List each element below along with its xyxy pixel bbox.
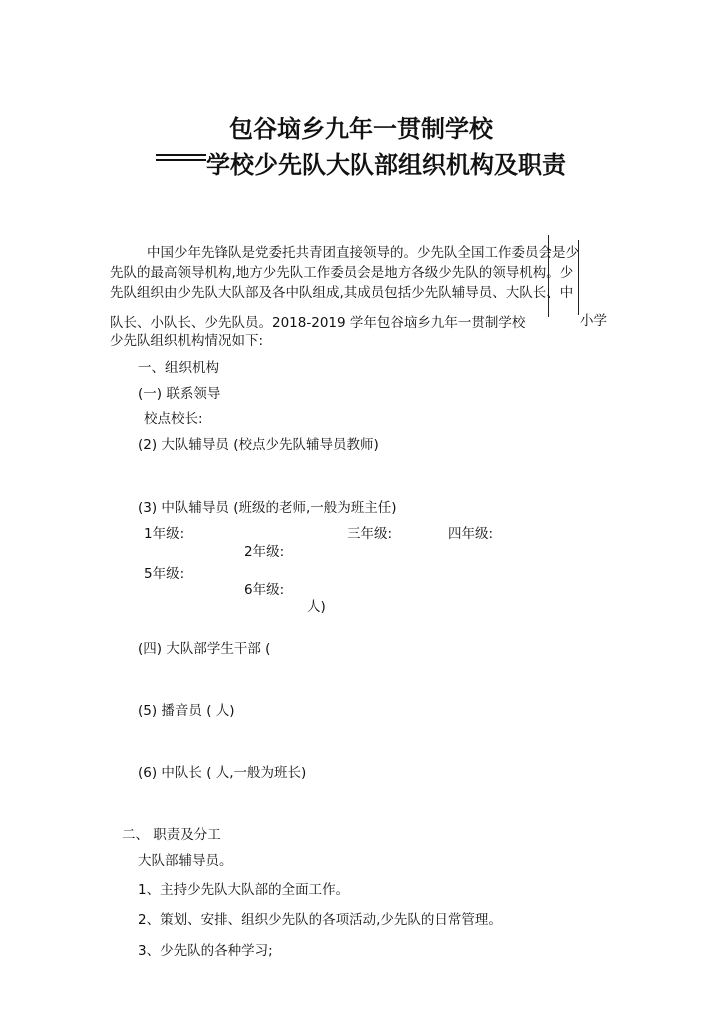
title-rule-top [156, 154, 206, 156]
grade-1-label: 1年级: [144, 526, 185, 542]
intro-line-3: 先队组织由少先队大队部及各中队组成,其成员包括少先队辅导员、大队长、中 [110, 285, 574, 301]
intro-line-4: 队长、小队长、少先队员。2018-2019 学年包谷垴乡九年一贯制学校 [110, 315, 526, 331]
section-2-subheading: 大队部辅导员。 [138, 853, 233, 869]
document-title: 学校少先队大队部组织机构及职责 [206, 150, 566, 179]
item-4-student-cadres: (四) 大队部学生干部 ( [138, 641, 271, 657]
item-3-squad-counselor: (3) 中队辅导员 (班级的老师,一般为班主任) [138, 500, 397, 516]
intro-line-4-aside: 小学 [580, 313, 607, 329]
item-6-squad-leader: (6) 中队长 ( 人,一般为班长) [138, 765, 307, 781]
item-5-broadcaster: (5) 播音员 ( 人) [138, 703, 235, 719]
school-title: 包谷垴乡九年一贯制学校 [229, 114, 493, 143]
section-2-heading: 二、 职责及分工 [122, 827, 221, 843]
item-1-principal: 校点校长: [144, 411, 203, 427]
intro-line-2: 先队的最高领导机构,地方少先队工作委员会是地方各级少先队的领导机构。少 [110, 265, 574, 281]
item-1-liaison-leader: (一) 联系领导 [138, 386, 221, 402]
grade-2-label: 2年级: [244, 544, 285, 560]
duty-item: 2、策划、安排、组织少先队的各项活动,少先队的日常管理。 [138, 912, 502, 928]
intro-line-5: 少先队组织机构情况如下: [110, 333, 264, 349]
grade-3-label: 三年级: [347, 526, 393, 542]
item-2-brigade-counselor: (2) 大队辅导员 (校点少先队辅导员教师) [138, 437, 379, 453]
section-1-heading: 一、组织机构 [138, 360, 219, 376]
grade-people-count: 人) [307, 599, 326, 615]
intro-line-1: 中国少年先锋队是党委托共青团直接领导的。少先队全国工作委员会是少 [147, 245, 579, 261]
duty-item: 1、主持少先队大队部的全面工作。 [138, 882, 350, 898]
duty-item: 3、少先队的各种学习; [138, 943, 273, 959]
grade-6-label: 6年级: [244, 582, 285, 598]
grade-4-label: 四年级: [448, 526, 494, 542]
grade-5-label: 5年级: [144, 566, 185, 582]
title-rule-bottom [156, 159, 206, 161]
